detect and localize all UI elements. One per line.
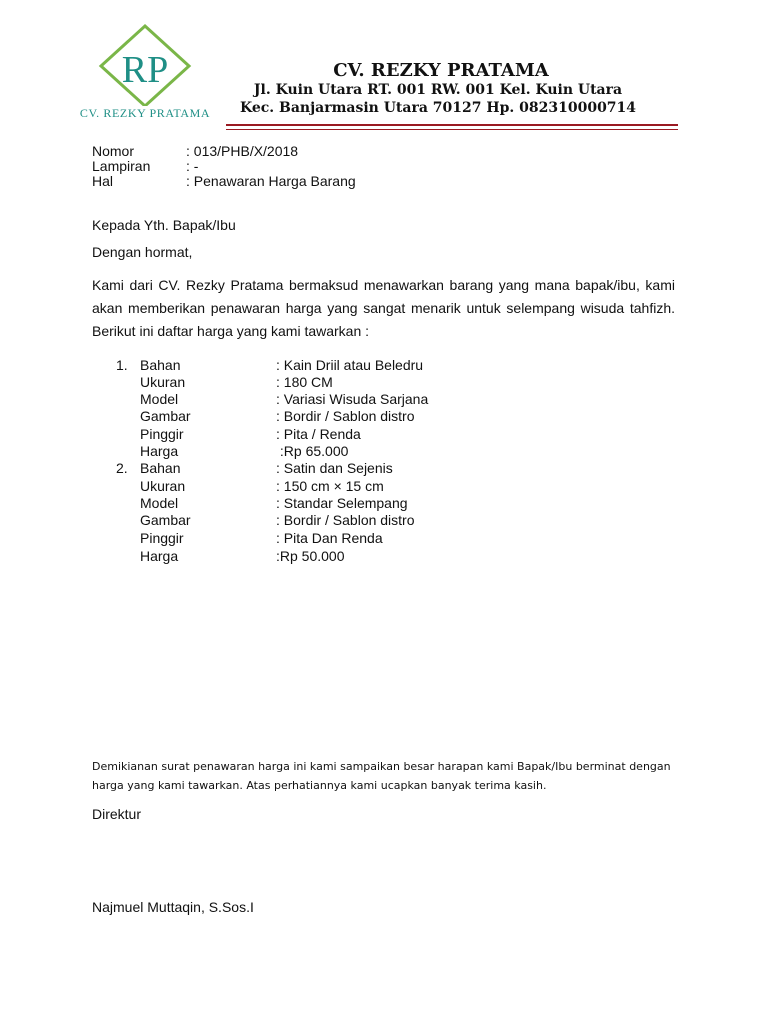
- item-field-value: : Variasi Wisuda Sarjana: [276, 391, 429, 407]
- meta-row-nomor: [92, 143, 298, 159]
- closing-paragraph: Demikianan surat penawaran harga ini kami sampaikan besar harapan kami Bapak/Ibu berminat dengan harga yang kami tawarkan. Atas perhatiannya kami ucapkan banyak terima kasih.: [92, 760, 671, 792]
- item-field-label: Model: [140, 495, 179, 511]
- item-field-label: Harga: [140, 548, 179, 564]
- item-field-value: : 150 cm × 15 cm: [276, 478, 384, 494]
- item-number: 1.: [116, 357, 128, 373]
- recipient: Kepada Yth. Bapak/Ibu: [92, 217, 236, 233]
- item-number: 2.: [116, 460, 128, 476]
- meta-value: : Penawaran Harga Barang: [186, 173, 356, 189]
- item-field-label: Model: [140, 391, 179, 407]
- greeting: Dengan hormat,: [92, 244, 193, 260]
- company-name: CV. REZKY PRATAMA: [333, 60, 549, 81]
- item-field-value: : Standar Selempang: [276, 495, 408, 511]
- item-field-value: : Bordir / Sablon distro: [276, 512, 415, 528]
- signature-title: Direktur: [92, 806, 142, 822]
- item-field-label: Pinggir: [140, 426, 184, 442]
- item-field-label: Pinggir: [140, 530, 184, 546]
- item-field-value: : Pita Dan Renda: [276, 530, 383, 546]
- meta-label: Lampiran: [92, 158, 151, 174]
- meta-row-hal: [92, 173, 356, 189]
- item-field-value: : Pita / Renda: [276, 426, 361, 442]
- meta-label: Nomor: [92, 143, 135, 159]
- item-field-label: Ukuran: [140, 478, 186, 494]
- meta-value: : -: [186, 158, 199, 174]
- letterhead-rule: [226, 124, 678, 126]
- item-field-value: :Rp 50.000: [276, 548, 345, 564]
- signature-name: Najmuel Muttaqin, S.Sos.I: [92, 899, 254, 915]
- item-field-label: Harga: [140, 443, 179, 459]
- item-field-value: : 180 CM: [276, 374, 333, 390]
- company-logo: [66, 22, 224, 120]
- svg-text:RP: RP: [121, 49, 169, 91]
- meta-label: Hal: [92, 173, 114, 189]
- company-address-line-2: Kec. Banjarmasin Utara 70127 Hp. 082310000714: [239, 100, 637, 116]
- meta-value: : 013/PHB/X/2018: [186, 143, 299, 159]
- item-field-value: : Satin dan Sejenis: [276, 460, 393, 476]
- item-field-value: :Rp 65.000: [276, 443, 349, 459]
- item-field-value: : Bordir / Sablon distro: [276, 408, 415, 424]
- item-field-label: Bahan: [140, 460, 181, 476]
- item-field-value: : Kain Driil atau Beledru: [276, 357, 424, 373]
- item-field-label: Ukuran: [140, 374, 186, 390]
- company-address-line-1: Jl. Kuin Utara RT. 001 RW. 001 Kel. Kuin Utara: [253, 82, 623, 98]
- item-field-label: Gambar: [140, 512, 191, 528]
- body-paragraph: Kami dari CV. Rezky Pratama bermaksud menawarkan barang yang mana bapak/ibu, kami akan memberikan penawaran harga yang sangat menarik untuk selempang wisuda tahfizh. Berikut ini daftar harga yang kami tawarkan :: [92, 277, 675, 339]
- letterhead-rule-thin: [226, 129, 678, 130]
- meta-row-lampiran: [92, 158, 198, 174]
- item-field-label: Bahan: [140, 357, 181, 373]
- item-field-label: Gambar: [140, 408, 191, 424]
- logo-caption: CV. REZKY PRATAMA: [79, 106, 211, 120]
